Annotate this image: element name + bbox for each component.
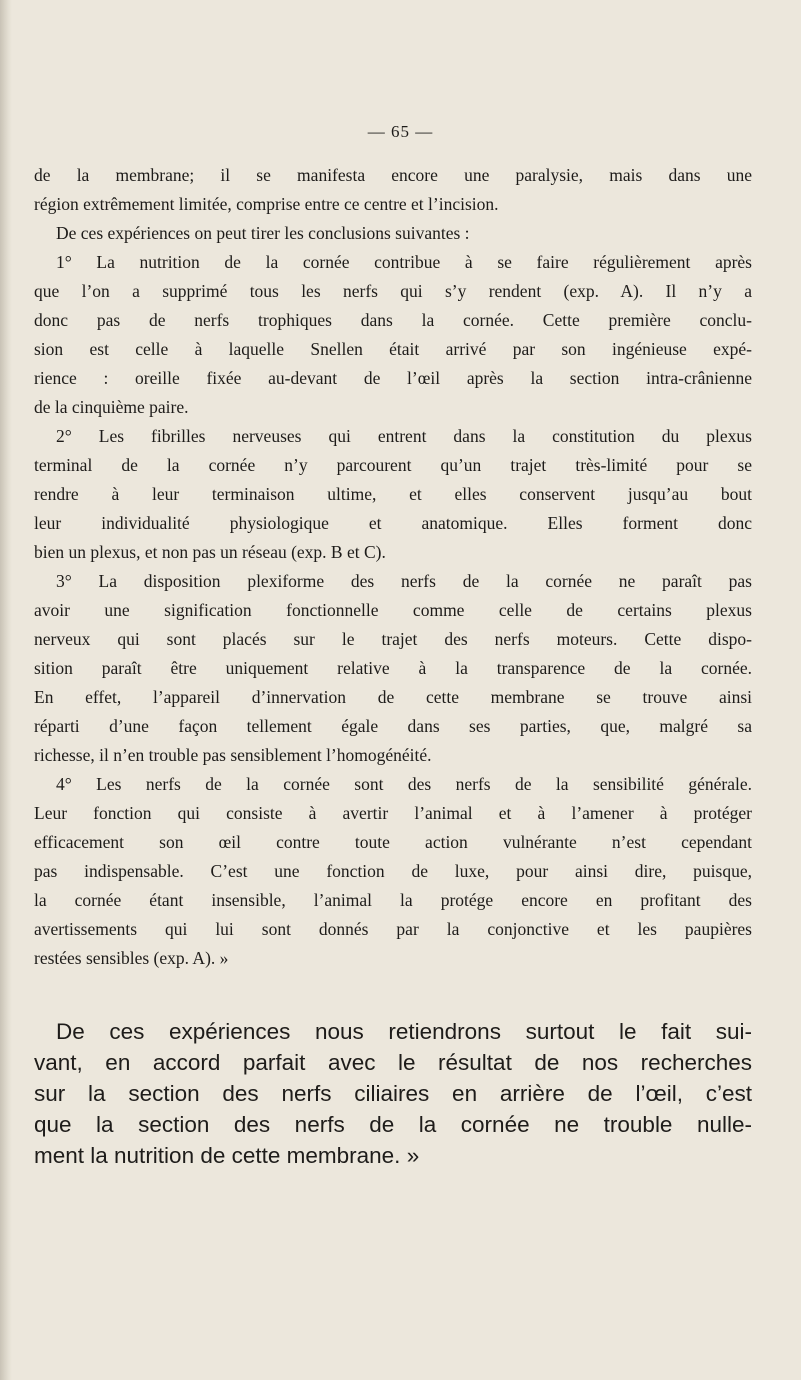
text-line: région extrêmement limitée, comprise entre ce centre et l’incision. [34, 194, 499, 214]
text-line: que l’on a supprimé tous les nerfs qui s’y rendent (exp. A). Il n’y a [34, 281, 752, 301]
text-line: donc pas de nerfs trophiques dans la cornée. Cette première conclu- [34, 310, 752, 330]
text-line: rendre à leur terminaison ultime, et elles conservent jusqu’au bout [34, 484, 752, 504]
text-line: richesse, il n’en trouble pas sensiblement l’homogénéité. [34, 745, 432, 765]
text-line: De ces expériences on peut tirer les conclusions suivantes : [56, 223, 470, 243]
text-line: De ces expériences nous retiendrons surtout le fait sui- [56, 1019, 752, 1044]
text-line: sition paraît être uniquement relative à la transparence de la cornée. [34, 658, 752, 678]
text-line: de la membrane; il se manifesta encore une paralysie, mais dans une [34, 165, 752, 185]
text-line: pas indispensable. C’est une fonction de luxe, pour ainsi dire, puisque, [34, 861, 752, 881]
text-line: 1° La nutrition de la cornée contribue à se faire régulièrement après [56, 252, 752, 272]
text-line: avertissements qui lui sont donnés par la conjonctive et les paupières [34, 919, 752, 939]
text-line: réparti d’une façon tellement égale dans ses parties, que, malgré sa [34, 716, 752, 736]
text-line: avoir une signification fonctionnelle comme celle de certains plexus [34, 600, 752, 620]
quoted-passage [34, 161, 752, 973]
text-line: Leur fonction qui consiste à avertir l’animal et à l’amener à protéger [34, 803, 752, 823]
text-line: sur la section des nerfs ciliaires en arrière de l’œil, c’est [34, 1081, 752, 1106]
text-line: 4° Les nerfs de la cornée sont des nerfs de la sensibilité générale. [56, 774, 752, 794]
page-edge-shadow [0, 0, 12, 1380]
concluding-paragraph [34, 1016, 752, 1171]
text-line: En effet, l’appareil d’innervation de cette membrane se trouve ainsi [34, 687, 752, 707]
page-number: — 65 — [367, 122, 434, 141]
text-line: la cornée étant insensible, l’animal la protége encore en profitant des [34, 890, 752, 910]
text-line: efficacement son œil contre toute action vulnérante n’est cependant [34, 832, 752, 852]
text-line: leur individualité physiologique et anatomique. Elles forment donc [34, 513, 752, 533]
text-line: terminal de la cornée n’y parcourent qu’un trajet très-limité pour se [34, 455, 752, 475]
text-line: rience : oreille fixée au-devant de l’œil après la section intra-crânienne [34, 368, 752, 388]
text-line: de la cinquième paire. [34, 397, 189, 417]
text-line: sion est celle à laquelle Snellen était arrivé par son ingénieuse expé- [34, 339, 752, 359]
text-line: que la section des nerfs de la cornée ne trouble nulle- [34, 1112, 752, 1137]
text-line: ment la nutrition de cette membrane. » [34, 1143, 420, 1168]
text-line: 3° La disposition plexiforme des nerfs de la cornée ne paraît pas [56, 571, 752, 591]
text-line: restées sensibles (exp. A). » [34, 948, 229, 968]
text-line: 2° Les fibrilles nerveuses qui entrent dans la constitution du plexus [56, 426, 752, 446]
text-line: bien un plexus, et non pas un réseau (exp. B et C). [34, 542, 386, 562]
text-line: nerveux qui sont placés sur le trajet des nerfs moteurs. Cette dispo- [34, 629, 752, 649]
text-line: vant, en accord parfait avec le résultat de nos recherches [34, 1050, 752, 1075]
